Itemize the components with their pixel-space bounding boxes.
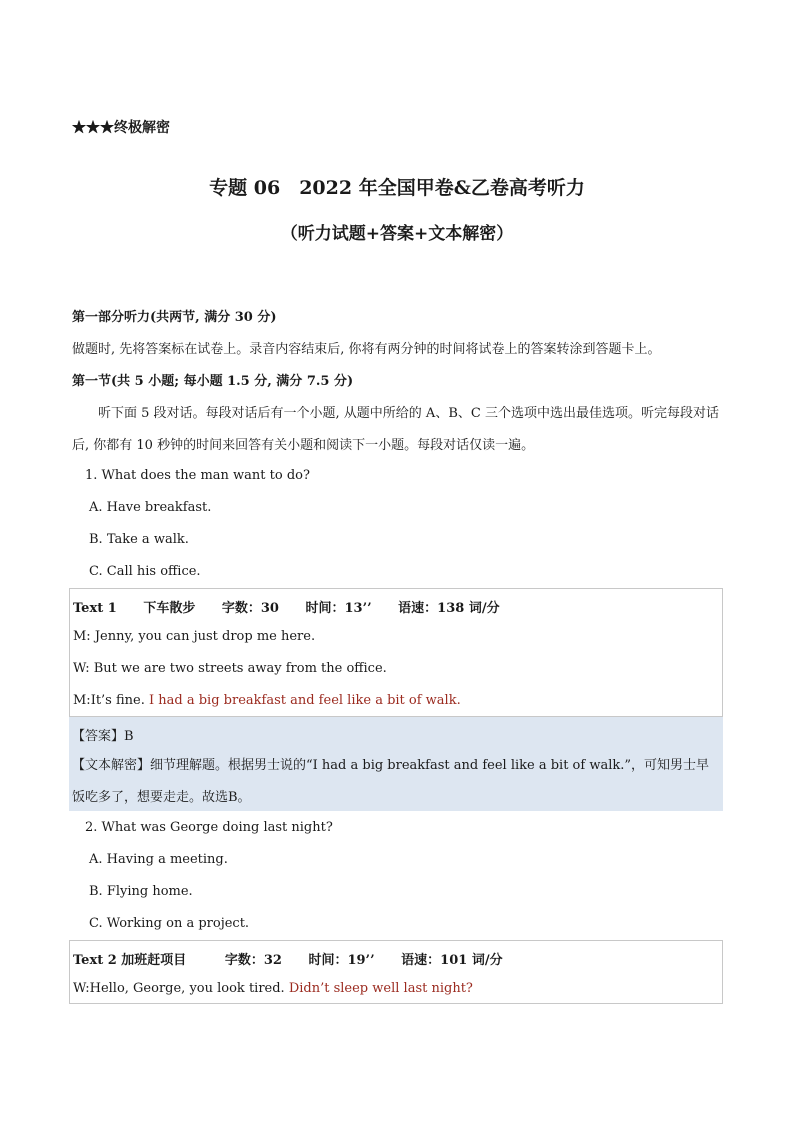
text2-speed: 语速：101 词/分 xyxy=(401,953,503,968)
q1-option-a: A. Have breakfast. xyxy=(89,500,212,515)
text1-key-sentence: I had a big breakfast and feel like a bit of walk. xyxy=(149,693,461,708)
text2-label: Text 2 加班赶项目 xyxy=(73,953,187,968)
part1-heading: 第一部分听力(共两节, 满分 30 分) xyxy=(72,310,277,325)
text1-label: Text 1 xyxy=(73,601,117,616)
text2-words: 字数：32 xyxy=(224,953,282,968)
text2-line-1: W:Hello, George, you look tired. Didn’t sleep well last night? xyxy=(73,981,473,996)
text1-line-1: M: Jenny, you can just drop me here. xyxy=(73,629,316,644)
section-instruction: 听下面 5 段对话。每段对话后有一个小题, 从题中所给的 A、B、C 三个选项中选出最佳选项。听完每段对话后, 你都有 10 秒钟的时间来回答有关小题和阅读下一小题。每段对话仅读一遍。 xyxy=(72,406,719,453)
text1-box xyxy=(69,588,723,717)
text2-key-sentence: Didn’t sleep well last night? xyxy=(288,981,473,996)
q1-answer-box xyxy=(69,717,723,811)
q2-option-a: A. Having a meeting. xyxy=(89,852,228,867)
question-2: 2. What was George doing last night? xyxy=(85,820,333,835)
text1-header xyxy=(73,597,522,616)
part1-instruction: 做题时, 先将答案标在试卷上。录音内容结束后, 你将有两分钟的时间将试卷上的答案转涂到答题卡上。 xyxy=(72,342,661,357)
q1-option-c: C. Call his office. xyxy=(89,564,201,579)
text1-time: 时间：13’’ xyxy=(305,601,372,616)
section-heading: 第一节(共 5 小题; 每小题 1.5 分, 满分 7.5 分) xyxy=(72,374,354,389)
q1-explanation: 【文本解密】细节理解题。根据男士说的“I had a big breakfast and feel like a bit of walk.”，可知男士早饭吃多了，想要走走。故选B。 xyxy=(72,758,710,805)
q2-option-b: B. Flying home. xyxy=(89,884,193,899)
text2-box xyxy=(69,940,723,1004)
question-1: 1. What does the man want to do? xyxy=(85,468,310,483)
q1-answer: 【答案】B xyxy=(72,729,134,744)
text1-topic: 下车散步 xyxy=(143,601,196,616)
q1-option-b: B. Take a walk. xyxy=(89,532,189,547)
text1-speed: 语速：138 词/分 xyxy=(398,601,500,616)
page-title: 专题 06 2022 年全国甲卷&乙卷高考听力 xyxy=(209,177,585,199)
stars-label: ★★★终极解密 xyxy=(72,120,170,136)
text2-time: 时间：19’’ xyxy=(308,953,375,968)
text1-line-3: M:It’s fine. I had a big breakfast and feel like a bit of walk. xyxy=(73,693,461,708)
text1-words: 字数：30 xyxy=(221,601,279,616)
q2-option-c: C. Working on a project. xyxy=(89,916,250,931)
text1-line-2: W: But we are two streets away from the office. xyxy=(73,661,387,676)
text2-header xyxy=(73,949,525,968)
page-subtitle: （听力试题+答案+文本解密） xyxy=(280,224,514,244)
